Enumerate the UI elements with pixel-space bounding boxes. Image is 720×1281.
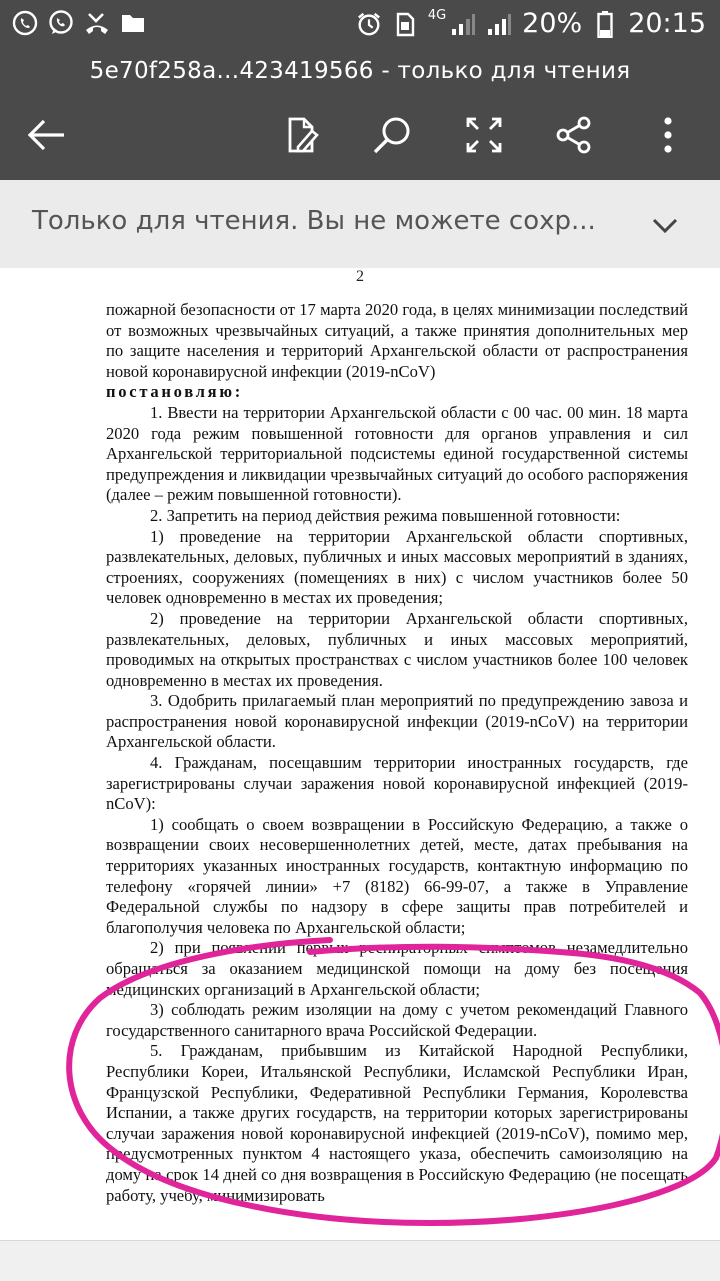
missed-call-icon [84,10,110,36]
search-button[interactable] [364,110,420,160]
alarm-icon [356,11,382,37]
paragraph: 2. Запретить на период действия режима повышенной готовности: [150,505,621,525]
page-number: 2 [356,268,364,285]
paragraph: пожарной безопасности от 17 марта 2020 года, в целях минимизации последствий от возможных чрезвычайных ситуаций, а также принятия дополнительных мер по защите населения и территорий Архангельской области от распространения новой коронавирусной инфекции (2019-nCoV) [106,300,688,381]
signal-icon [486,11,512,37]
battery-percent: 20% [522,8,583,39]
paragraph: 1. Ввести на территории Архангельской области с 00 час. 00 мин. 18 марта 2020 года режим повышенной готовности для органов управления и сил Архангельской территориальной подсистемы единой государственной системы предупреждения и ликвидации чрезвычайных ситуаций до особого распоряжения (далее – режим повышенной готовности). [106,402,688,505]
edit-icon [282,115,322,155]
search-icon [372,115,412,155]
fullscreen-button[interactable] [456,110,512,160]
paragraph: 1) сообщать о своем возвращении в Российскую Федерацию, а также о возвращении своих несовершеннолетних детей, месте, датах пребывания на территориях указанных иностранных государств, контактную информацию по телефону «горячей линии» +7 (8182) 66-99-07, а также в Управление Федеральной службы по надзору в сфере защиты прав потребителей и благополучия человека по Архангельской области; [106,814,688,937]
sim-icon [392,11,418,37]
battery-icon [592,11,618,37]
app-toolbar [0,48,720,180]
chevron-down-icon[interactable] [650,210,680,240]
paragraph-heading: постановляю: [106,382,243,402]
whatsapp-icon [48,10,74,36]
read-only-banner[interactable] [0,180,720,268]
clock: 20:15 [628,8,706,39]
banner-text: Только для чтения. Вы не можете сохр... [32,206,596,236]
back-button[interactable] [18,110,74,160]
bottom-bar [0,1240,720,1281]
more-icon [658,115,678,155]
paragraph: 2) при появлении первых респираторных симптомов незамедлительно обращаться за оказанием медицинской помощи на дому без посещения медицинских организаций в Архангельской области; [106,938,688,999]
share-button[interactable] [546,110,602,160]
back-arrow-icon [26,115,66,155]
paragraph: 3. Одобрить прилагаемый план мероприятий по предупреждению завоза и распространения новой коронавирусной инфекции (2019-nCoV) на территории Архангельской области. [106,691,688,752]
document-body [106,300,688,1206]
folder-icon [120,10,146,36]
paragraph: 1) проведение на территории Архангельской области спортивных, развлекательных, деловых, публичных и иных массовых мероприятий в зданиях, строениях, сооружениях (помещениях в них) с числом участников более 50 человек одновременно в местах их проведения; [106,526,688,608]
paragraph: 2) проведение на территории Архангельской области спортивных, развлекательных, деловых, публичных и иных массовых мероприятий, проводимых на открытых пространствах с числом участников более 100 человек одновременно в местах их проведения. [106,608,688,690]
paragraph: 5. Гражданам, прибывшим из Китайской Народной Республики, Республики Кореи, Итальянской Республики, Исламской Республики Иран, Французской Республики, Федеративной Республики Германия, Королевства Испании, а также других государств, на территории которых зарегистрированы случаи заражения новой коронавирусной инфекцией (2019-nCoV), помимо мер, предусмотренных пунктом 4 настоящего указа, обеспечить самоизоляцию на дому на срок 14 дней со дня возвращения в Российскую Федерацию (не посещать работу, учебу, минимизировать [106,1041,688,1205]
more-options-button[interactable] [640,110,696,160]
network-type: 4G [427,8,447,23]
document-page[interactable] [0,268,720,1248]
viber-icon [12,10,38,36]
paragraph: 3) соблюдать режим изоляции на дому с учетом рекомендаций Главного государственного санитарного врача Российской Федерации. [106,1000,688,1040]
edit-button[interactable] [274,110,330,160]
signal-icon [450,11,476,37]
share-icon [554,115,594,155]
document-title: 5e70f258a...423419566 - только для чтения [89,58,631,84]
fullscreen-icon [464,115,504,155]
paragraph: 4. Гражданам, посещавшим территории иностранных государств, где зарегистрированы случаи заражения новой коронавирусной инфекцией (2019-nCoV): [106,753,688,814]
status-bar [0,0,720,48]
